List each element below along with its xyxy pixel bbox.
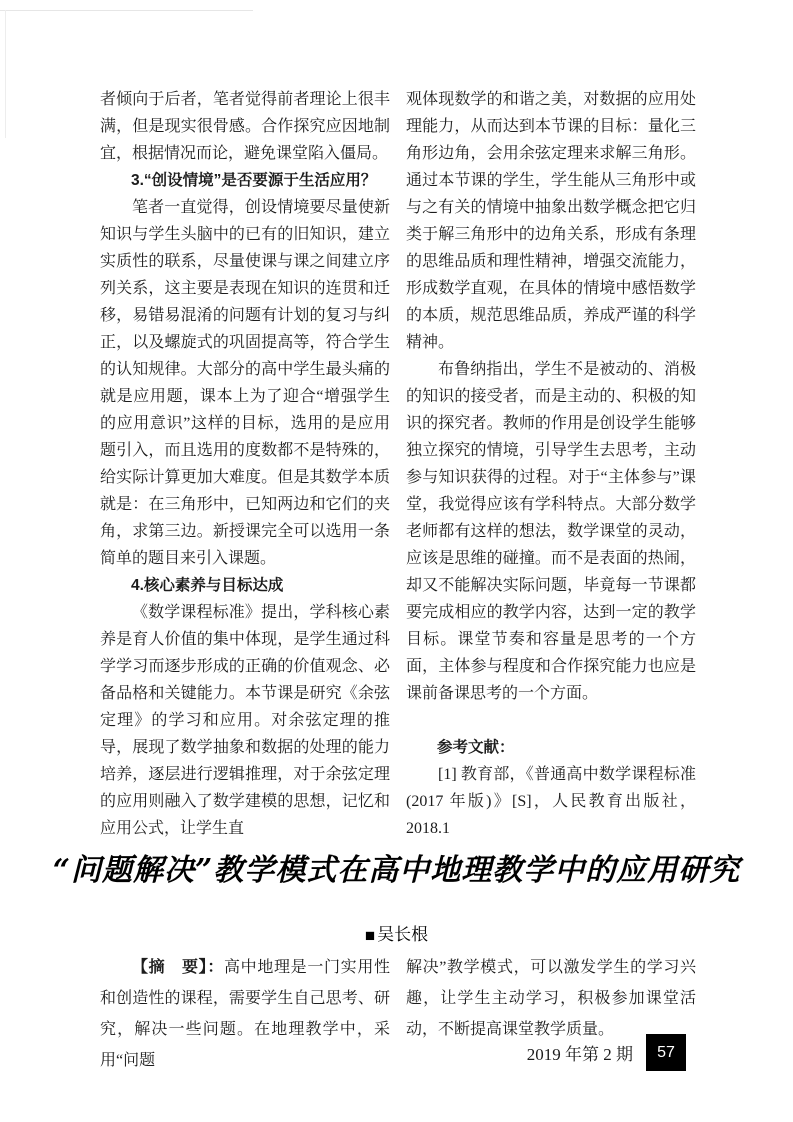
left-column [100, 86, 390, 842]
article-title: “问题解决”教学模式在高中地理教学中的应用研究 [52, 853, 741, 888]
abstract-label: 【摘 要】： [132, 959, 224, 976]
scan-edge-left [5, 10, 6, 138]
top-article-continuation [100, 86, 696, 842]
paragraph: 观体现数学的和谐之美，对数据的应用处理能力，从而达到本节课的目标：量化三角形边角，会用余弦定理来求解三角形。通过本节课的学生，学生能从三角形中或与之有关的情境中抽象出数学概念把它归类于解三角形中的边角关系，形成有条理的思维品质和理性精神，增强交流能力，形成数学直观，在具体的情境中感悟数学的本质，规范思维品质，养成严谨的科学精神。 [406, 91, 696, 351]
references-heading: 参考文献： [437, 739, 515, 756]
abstract-left-column [100, 952, 390, 1076]
abstract-left-text: 高中地理是一门实用性和创造性的课程，需要学生自己思考、研究，解决一些问题。在地理教学中，采用“问题 [100, 959, 390, 1069]
author-name: 吴长根 [377, 925, 429, 944]
paragraph: 《数学课程标准》提出，学科核心素养是育人价值的集中体现，是学生通过科学学习而逐步形成的正确的价值观念、必备品格和关键能力。本节课是研究《余弦定理》的学习和应用。对余弦定理的推导，展现了数学抽象和数据的处理的能力培养，逐层进行逻辑推理，对于余弦定理的应用则融入了数学建模的思想，记忆和应用公式，让学生直 [100, 604, 390, 837]
page-footer [527, 1034, 686, 1071]
author-line [0, 920, 793, 945]
paragraph: 布鲁纳指出，学生不是被动的、消极的知识的接受者，而是主动的、积极的知识的探究者。教师的作用是创设学生能够独立探究的情境，引导学生去思考，主动参与知识获得的过程。对于“主体参与”课堂，我觉得应该有学科特点。大部分数学老师都有这样的想法，数学课堂的灵动，应该是思维的碰撞。而不是表面的热闹，却又不能解决实际问题，毕竟每一节课都要完成相应的教学内容，达到一定的教学目标。课堂节奏和容量是思考的一个方面，主体参与程度和合作探究能力也应是课前备课思考的一个方面。 [406, 361, 696, 702]
scan-edge-top [0, 10, 253, 11]
paragraph: 者倾向于后者，笔者觉得前者理论上很丰满，但是现实很骨感。合作探究应因地制宜，根据情况而论，避免课堂陷入僵局。 [100, 91, 390, 162]
right-column [406, 86, 696, 842]
abstract-right-column: 解决”教学模式，可以激发学生的学习兴趣，让学生主动学习，积极参加课堂活动，不断提高课堂教学质量。 [406, 959, 696, 1038]
author-marker-square: ■ [364, 926, 376, 945]
page-number-badge: 57 [646, 1034, 686, 1071]
section-heading-4: 4.核心素养与目标达成 [131, 577, 284, 594]
issue-label: 2019 年第 2 期 [526, 1045, 633, 1064]
section-heading-3: 3.“创设情境”是否要源于生活应用？ [131, 172, 377, 189]
reference-entry: [1] 教育部，《普通高中数学课程标准(2017 年版)》[S]，人民教育出版社，2018.1 [406, 766, 696, 837]
paragraph: 笔者一直觉得，创设情境要尽量使新知识与学生头脑中的已有的旧知识，建立实质性的联系，尽量使课与课之间建立序列关系，这主要是表现在知识的连贯和迁移，易错易混淆的问题有计划的复习与纠正，以及螺旋式的巩固提高等，符合学生的认知规律。大部分的高中学生最头痛的就是应用题，课本上为了迎合“增强学生的应用意识”这样的目标，选用的是应用题引入，而且选用的度数都不是特殊的，给实际计算更加大难度。但是其数学本质就是：在三角形中，已知两边和它们的夹角，求第三边。新授课完全可以选用一条简单的题目来引入课题。 [100, 199, 390, 567]
